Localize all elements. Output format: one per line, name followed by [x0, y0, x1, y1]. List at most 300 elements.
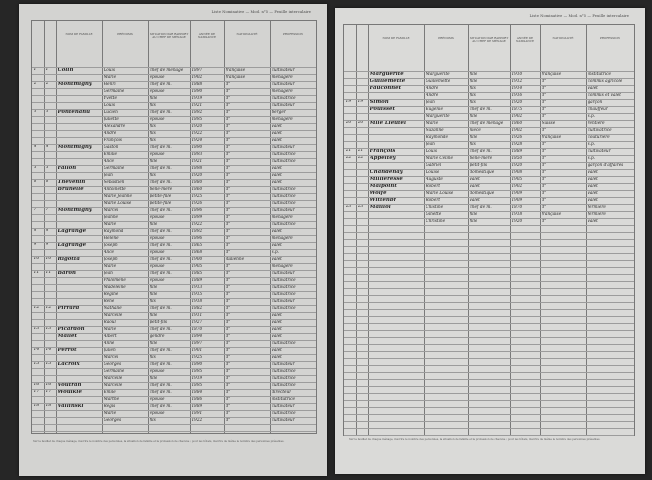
cell-nom: Fauconnet: [369, 86, 402, 92]
cell-prenom: Anne: [103, 341, 115, 346]
cell-prenom: Marie: [103, 75, 117, 80]
cell-prenom: Marcel: [103, 355, 119, 360]
cell-prof: cultivateur: [271, 208, 295, 213]
cell-prenom: Louis: [103, 68, 115, 73]
cell-rel: valet: [469, 177, 480, 182]
cell-nom: Picardon: [57, 327, 85, 333]
cell-nat: d°: [541, 107, 547, 112]
cell-prof: s.p.: [587, 142, 595, 147]
cell-prof: valet: [271, 124, 282, 129]
cell-nat: d°: [225, 215, 231, 220]
cell-prenom: Jeanne: [103, 215, 119, 220]
cell-prof: valet: [587, 198, 598, 203]
cell-rel: petit-fils: [469, 163, 488, 168]
cell-rel: fille: [149, 159, 158, 164]
cell-prenom: Madeleine: [103, 285, 126, 290]
cell-n1: 12: [33, 306, 40, 311]
cell-n2: 18: [45, 404, 52, 409]
column-header: SITUATION PAR RAPPORT AU CHEF DE MÉNAGE: [469, 36, 509, 44]
cell-nat: d°: [225, 320, 231, 325]
cell-prenom: Georges: [103, 362, 122, 367]
cell-nat: d°: [541, 219, 547, 224]
cell-prof: cultivatrice: [271, 187, 296, 192]
cell-nom: Simon: [369, 100, 389, 106]
cell-annee: 1870: [191, 327, 203, 332]
cell-prenom: Hélène: [103, 236, 119, 241]
cell-annee: 1885: [191, 271, 203, 276]
cell-prof: ménagère: [271, 75, 293, 80]
cell-annee: 1922: [191, 418, 203, 423]
cell-annee: 1875: [511, 107, 523, 112]
cell-nat: d°: [225, 124, 231, 129]
cell-nat: d°: [541, 93, 547, 98]
cell-prenom: Régine: [103, 292, 119, 297]
cell-n2: 1: [45, 68, 49, 73]
cell-n2: 6: [45, 180, 49, 185]
cell-nom: Perrot: [57, 348, 77, 354]
cell-nat: d°: [225, 208, 231, 213]
cell-prenom: Ginette: [425, 212, 442, 217]
row-rule: [344, 288, 634, 289]
cell-rel: domestique: [469, 170, 495, 175]
cell-nom: Mallet: [57, 334, 77, 340]
cell-n1: 11: [33, 271, 40, 276]
row-rule: [344, 337, 634, 338]
cell-rel: fils: [469, 93, 476, 98]
cell-nom: Mlle Lieutel: [369, 121, 407, 127]
cell-rel: chef de m.: [149, 306, 172, 311]
cell-rel: chef de m.: [149, 404, 172, 409]
footer-note: Sur le feuillet de chaque ménage, inscrire le nombre des personnes, la situation de famille et la profession de chacune ; pour les hôtels, inscrire de même le nombre des personnes présentes.: [349, 438, 601, 441]
cell-nat: d°: [225, 89, 231, 94]
row-rule: [344, 372, 634, 373]
cell-rel: fils: [149, 131, 156, 136]
cell-nat: d°: [225, 285, 231, 290]
cell-annee: 1850: [511, 156, 523, 161]
column-header-band: [344, 25, 634, 72]
cell-prenom: Antoinette: [103, 187, 126, 192]
cell-rel: chef de m.: [149, 180, 172, 185]
cell-prenom: Marguerite: [425, 114, 450, 119]
cell-prof: valet: [271, 243, 282, 248]
cell-prof: berger: [271, 110, 286, 115]
cell-n1: 23: [345, 205, 352, 210]
page-header: Liste Nominative — Mod. n°5 — Feuille intercalaire: [529, 14, 629, 18]
cell-nat: d°: [541, 191, 547, 196]
cell-annee: 1892: [191, 110, 203, 115]
cell-nat: d°: [541, 114, 547, 119]
row-rule: [344, 302, 634, 303]
cell-nat: d°: [225, 327, 231, 332]
cell-n2: 17: [45, 390, 52, 395]
cell-rel: chef de m.: [149, 327, 172, 332]
cell-n1: 19: [345, 100, 352, 105]
cell-n2: 21: [357, 149, 364, 154]
cell-nat: française: [541, 135, 562, 140]
cell-annee: 1860: [191, 187, 203, 192]
cell-prof: s.p.: [587, 114, 595, 119]
cell-prenom: Raoul: [103, 320, 116, 325]
row-rule: [344, 239, 634, 240]
cell-prenom: Louis: [103, 103, 115, 108]
row-rule: [344, 323, 634, 324]
cell-nat: d°: [225, 145, 231, 150]
cell-prof: valet: [271, 229, 282, 234]
cell-nat: d°: [225, 222, 231, 227]
cell-prof: valet: [271, 138, 282, 143]
cell-annee: 1890: [191, 145, 203, 150]
cell-nat: d°: [225, 278, 231, 283]
cell-nat: d°: [225, 159, 231, 164]
cell-prof: valet: [271, 313, 282, 318]
cell-prenom: Gaston: [103, 145, 119, 150]
cell-n1: 18: [33, 404, 40, 409]
cell-prenom: Sébastien: [103, 180, 125, 185]
cell-nat: d°: [225, 299, 231, 304]
column-header: ANNÉE DE NAISSANCE: [515, 36, 534, 44]
cell-annee: 1920: [511, 163, 523, 168]
cell-rel: épouse: [149, 152, 165, 157]
row-rule: [344, 386, 634, 387]
cell-prenom: Marie: [425, 121, 439, 126]
cell-nat: d°: [225, 376, 231, 381]
cell-nom: Wittenbr: [369, 198, 397, 204]
cell-rel: chef de m.: [469, 149, 492, 154]
cell-nom: Lacroix: [57, 362, 80, 368]
cell-annee: 1895: [191, 369, 203, 374]
census-table: [31, 20, 317, 434]
cell-rel: fille: [149, 341, 158, 346]
cell-prenom: Emilie: [103, 152, 118, 157]
column-header: PROFESSION: [600, 36, 620, 40]
cell-annee: 1919: [191, 96, 203, 101]
cell-nat: d°: [225, 201, 231, 206]
cell-rel: chef de m.: [149, 383, 172, 388]
cell-annee: 1924: [191, 138, 203, 143]
cell-nom: Rigotta: [57, 257, 80, 263]
cell-annee: 1914: [511, 86, 523, 91]
cell-prenom: Joseph: [103, 257, 118, 262]
cell-nat: d°: [225, 96, 231, 101]
row-rule: [344, 351, 634, 352]
cell-prenom: Marguerite: [425, 72, 450, 77]
cell-rel: chef de m.: [149, 362, 172, 367]
cell-prof: cultivateur: [271, 362, 295, 367]
left-census-page: [19, 4, 327, 476]
cell-prof: valet: [587, 177, 598, 182]
cell-n2: 4: [45, 145, 49, 150]
cell-prof: garçon d'affaires: [587, 163, 624, 168]
row-rule: [344, 281, 634, 282]
cell-rel: valet: [469, 198, 480, 203]
cell-rel: épouse: [149, 250, 165, 255]
cell-prof: cultivatrice: [271, 159, 296, 164]
cell-prenom: Marthe: [103, 397, 120, 402]
cell-prenom: Marie: [103, 222, 117, 227]
cell-annee: 1910: [511, 72, 523, 77]
cell-nat: d°: [225, 173, 231, 178]
cell-prenom: Jean: [425, 100, 435, 105]
cell-rel: fils: [149, 103, 156, 108]
cell-nom: Lagrange: [57, 243, 87, 249]
cell-annee: 1926: [191, 201, 203, 206]
cell-rel: fille: [469, 219, 478, 224]
cell-nat: d°: [225, 383, 231, 388]
cell-prof: commis et valet: [587, 93, 621, 98]
row-rule: [344, 428, 634, 429]
cell-nom: Appeltey: [369, 156, 396, 162]
cell-annee: 1913: [191, 285, 203, 290]
cell-annee: 1915: [191, 292, 203, 297]
cell-rel: chef de m.: [149, 145, 172, 150]
cell-prenom: André: [425, 93, 439, 98]
cell-prof: cultivatrice: [271, 292, 296, 297]
cell-prof: valet: [587, 86, 598, 91]
cell-annee: 1927: [191, 320, 203, 325]
cell-nom: Pirrard: [57, 306, 80, 312]
column-header: NOM DE FAMILLE: [65, 32, 93, 36]
cell-nat: d°: [541, 100, 547, 105]
cell-n2: 23: [357, 205, 364, 210]
cell-nat: française: [225, 68, 246, 73]
cell-rel: fils: [469, 86, 476, 91]
cell-prof: cultivatrice: [271, 376, 296, 381]
cell-annee: 1921: [191, 159, 203, 164]
cell-annee: 1902: [511, 128, 523, 133]
row-rule: [344, 246, 634, 247]
cell-annee: 1909: [511, 191, 523, 196]
cell-rel: belle-mère: [149, 187, 173, 192]
row-rule: [32, 424, 316, 425]
cell-rel: chef de m.: [469, 107, 492, 112]
cell-rel: fille: [149, 285, 158, 290]
cell-n2: 5: [45, 166, 49, 171]
column-header: ANNÉE DE NAISSANCE: [197, 32, 216, 40]
cell-rel: fille: [149, 292, 158, 297]
row-rule: [344, 260, 634, 261]
cell-prof: valet: [271, 327, 282, 332]
cell-nat: d°: [225, 292, 231, 297]
row-rule: [32, 431, 316, 432]
cell-nom: Malpoint: [369, 184, 397, 190]
row-rule: [344, 225, 634, 226]
row-rule: [344, 365, 634, 366]
cell-prof: institutrice: [587, 72, 611, 77]
cell-prenom: Alice: [103, 250, 115, 255]
cell-prof: valet: [271, 180, 282, 185]
cell-nat: d°: [225, 194, 231, 199]
cell-nom: Vallinski: [57, 404, 84, 410]
cell-annee: 1868: [191, 250, 203, 255]
cell-prof: commis agricole: [587, 79, 623, 84]
cell-rel: petit-fils: [149, 320, 168, 325]
cell-rel: fils: [469, 142, 476, 147]
cell-n1: 9: [33, 243, 37, 248]
cell-rel: chef de m.: [149, 390, 172, 395]
cell-prenom: Alexandre: [103, 124, 126, 129]
cell-annee: 1908: [511, 170, 523, 175]
cell-nom: Baron: [57, 271, 76, 277]
cell-annee: 1920: [511, 219, 523, 224]
cell-n2: 15: [45, 362, 52, 367]
cell-rel: fils: [149, 355, 156, 360]
cell-annee: 1889: [191, 404, 203, 409]
cell-n2: 3: [45, 110, 49, 115]
cell-prenom: Louise: [425, 170, 440, 175]
cell-annee: 1895: [191, 117, 203, 122]
cell-rel: chef de m.: [149, 110, 172, 115]
column-header: PRÉNOMS: [117, 32, 133, 36]
cell-nat: d°: [541, 177, 547, 182]
cell-nat: d°: [225, 404, 231, 409]
cell-nom: Colin: [57, 68, 74, 74]
footer-note: Sur le feuillet de chaque ménage, inscrire le nombre des personnes, la situation de famille et la profession de chacune ; pour les hôtels, inscrire de même le nombre des personnes présentes.: [33, 440, 285, 443]
cell-prof: cultivatrice: [271, 341, 296, 346]
cell-nat: d°: [225, 397, 231, 402]
cell-prenom: Jean: [103, 173, 113, 178]
cell-n1: 22: [345, 156, 352, 161]
cell-nom: Thévenin: [57, 180, 86, 186]
cell-nat: d°: [225, 264, 231, 269]
cell-rel: chef de m.: [149, 243, 172, 248]
cell-annee: 1912: [511, 79, 523, 84]
cell-prenom: André: [103, 131, 117, 136]
row-rule: [344, 435, 634, 436]
cell-prof: s.p.: [587, 156, 595, 161]
cell-prenom: Louis: [425, 149, 437, 154]
cell-nat: d°: [225, 229, 231, 234]
cell-n2: 2: [45, 82, 49, 87]
cell-annee: 1909: [511, 198, 523, 203]
cell-annee: 1898: [191, 166, 203, 171]
cell-annee: 1918: [511, 212, 523, 217]
cell-nat: d°: [225, 243, 231, 248]
cell-prenom: Nathalie: [103, 306, 122, 311]
cell-rel: chef de m.: [469, 205, 492, 210]
cell-annee: 1865: [191, 243, 203, 248]
column-header: NATIONALITÉ: [236, 32, 258, 36]
cell-prenom: Jean: [425, 142, 435, 147]
cell-rel: valet: [469, 184, 480, 189]
cell-nat: d°: [541, 128, 547, 133]
cell-prof: cultivatrice: [271, 222, 296, 227]
cell-n2: 20: [357, 121, 364, 126]
cell-nat: d°: [225, 103, 231, 108]
cell-nat: d°: [225, 180, 231, 185]
cell-prof: rentière: [587, 121, 605, 126]
cell-n2: 10: [45, 257, 52, 262]
cell-annee: 1894: [191, 334, 203, 339]
row-rule: [344, 309, 634, 310]
cell-n1: 4: [33, 145, 37, 150]
cell-rel: chef de ménage: [469, 121, 504, 126]
cell-prenom: Raymonde: [425, 135, 448, 140]
cell-prof: cultivateur: [271, 418, 295, 423]
cell-nom: Voutran: [57, 383, 82, 389]
cell-nom: Pontenanu: [57, 110, 91, 116]
row-rule: [344, 414, 634, 415]
cell-rel: fille: [149, 376, 158, 381]
cell-n1: 1: [33, 68, 37, 73]
cell-prenom: Marie: [103, 411, 117, 416]
cell-rel: fils: [149, 138, 156, 143]
cell-prenom: Lucien: [103, 110, 118, 115]
cell-nat: d°: [541, 163, 547, 168]
cell-prenom: Suzanne: [425, 128, 444, 133]
cell-rel: petite-fille: [149, 194, 172, 199]
cell-n2: 14: [45, 348, 52, 353]
cell-prenom: André: [425, 86, 439, 91]
cell-prof: ménagère: [271, 264, 293, 269]
row-rule: [344, 295, 634, 296]
cell-nom: Guillemette: [369, 79, 406, 85]
cell-prenom: Juliette: [103, 117, 119, 122]
cell-nat: d°: [541, 142, 547, 147]
cell-rel: épouse: [149, 215, 165, 220]
cell-nat: d°: [541, 149, 547, 154]
cell-prof: cultivatrice: [271, 383, 296, 388]
cell-prenom: Germaine: [103, 369, 125, 374]
cell-n2: 7: [45, 208, 49, 213]
cell-n1: 7: [33, 208, 37, 213]
cell-nat: d°: [541, 79, 547, 84]
cell-nom: Millieresse: [369, 177, 403, 183]
cell-nat: d°: [541, 198, 547, 203]
cell-prof: valet: [587, 191, 598, 196]
row-rule: [344, 379, 634, 380]
cell-nom: François: [369, 149, 396, 155]
cell-rel: fille: [149, 313, 158, 318]
cell-n2: 16: [45, 383, 52, 388]
cell-prenom: Marie Louise: [103, 201, 132, 206]
cell-prenom: Georges: [103, 418, 122, 423]
cell-rel: épouse: [149, 397, 165, 402]
cell-rel: belle-mère: [469, 156, 493, 161]
cell-nom: Montmigny: [57, 208, 93, 214]
cell-annee: 1897: [191, 341, 203, 346]
cell-prenom: Jean: [103, 271, 113, 276]
cell-annee: 1880: [191, 180, 203, 185]
cell-prenom: Emile: [103, 390, 116, 395]
cell-prenom: François: [103, 138, 122, 143]
cell-prenom: René: [103, 299, 115, 304]
row-rule: [344, 274, 634, 275]
cell-prof: valet: [271, 173, 282, 178]
census-table: [343, 24, 635, 436]
row-rule: [344, 232, 634, 233]
cell-nat: d°: [225, 138, 231, 143]
cell-nat: d°: [225, 117, 231, 122]
cell-n1: 3: [33, 110, 37, 115]
cell-rel: petite-fille: [149, 201, 172, 206]
cell-annee: 1892: [191, 229, 203, 234]
cell-rel: fille: [469, 212, 478, 217]
row-rule: [344, 358, 634, 359]
cell-prof: garçon: [587, 100, 603, 105]
cell-rel: chef de m.: [149, 208, 172, 213]
cell-prenom: Philomène: [103, 278, 126, 283]
column-header: SITUATION PAR RAPPORT AU CHEF DE MÉNAGE: [149, 32, 189, 40]
cell-annee: 1921: [191, 103, 203, 108]
cell-rel: domestique: [469, 191, 495, 196]
cell-n2: 12: [45, 306, 52, 311]
cell-rel: fils: [469, 100, 476, 105]
cell-annee: 1893: [191, 152, 203, 157]
cell-prof: chauffeur: [587, 107, 608, 112]
column-header-band: [32, 21, 316, 68]
row-rule: [344, 400, 634, 401]
cell-nat: d°: [225, 341, 231, 346]
